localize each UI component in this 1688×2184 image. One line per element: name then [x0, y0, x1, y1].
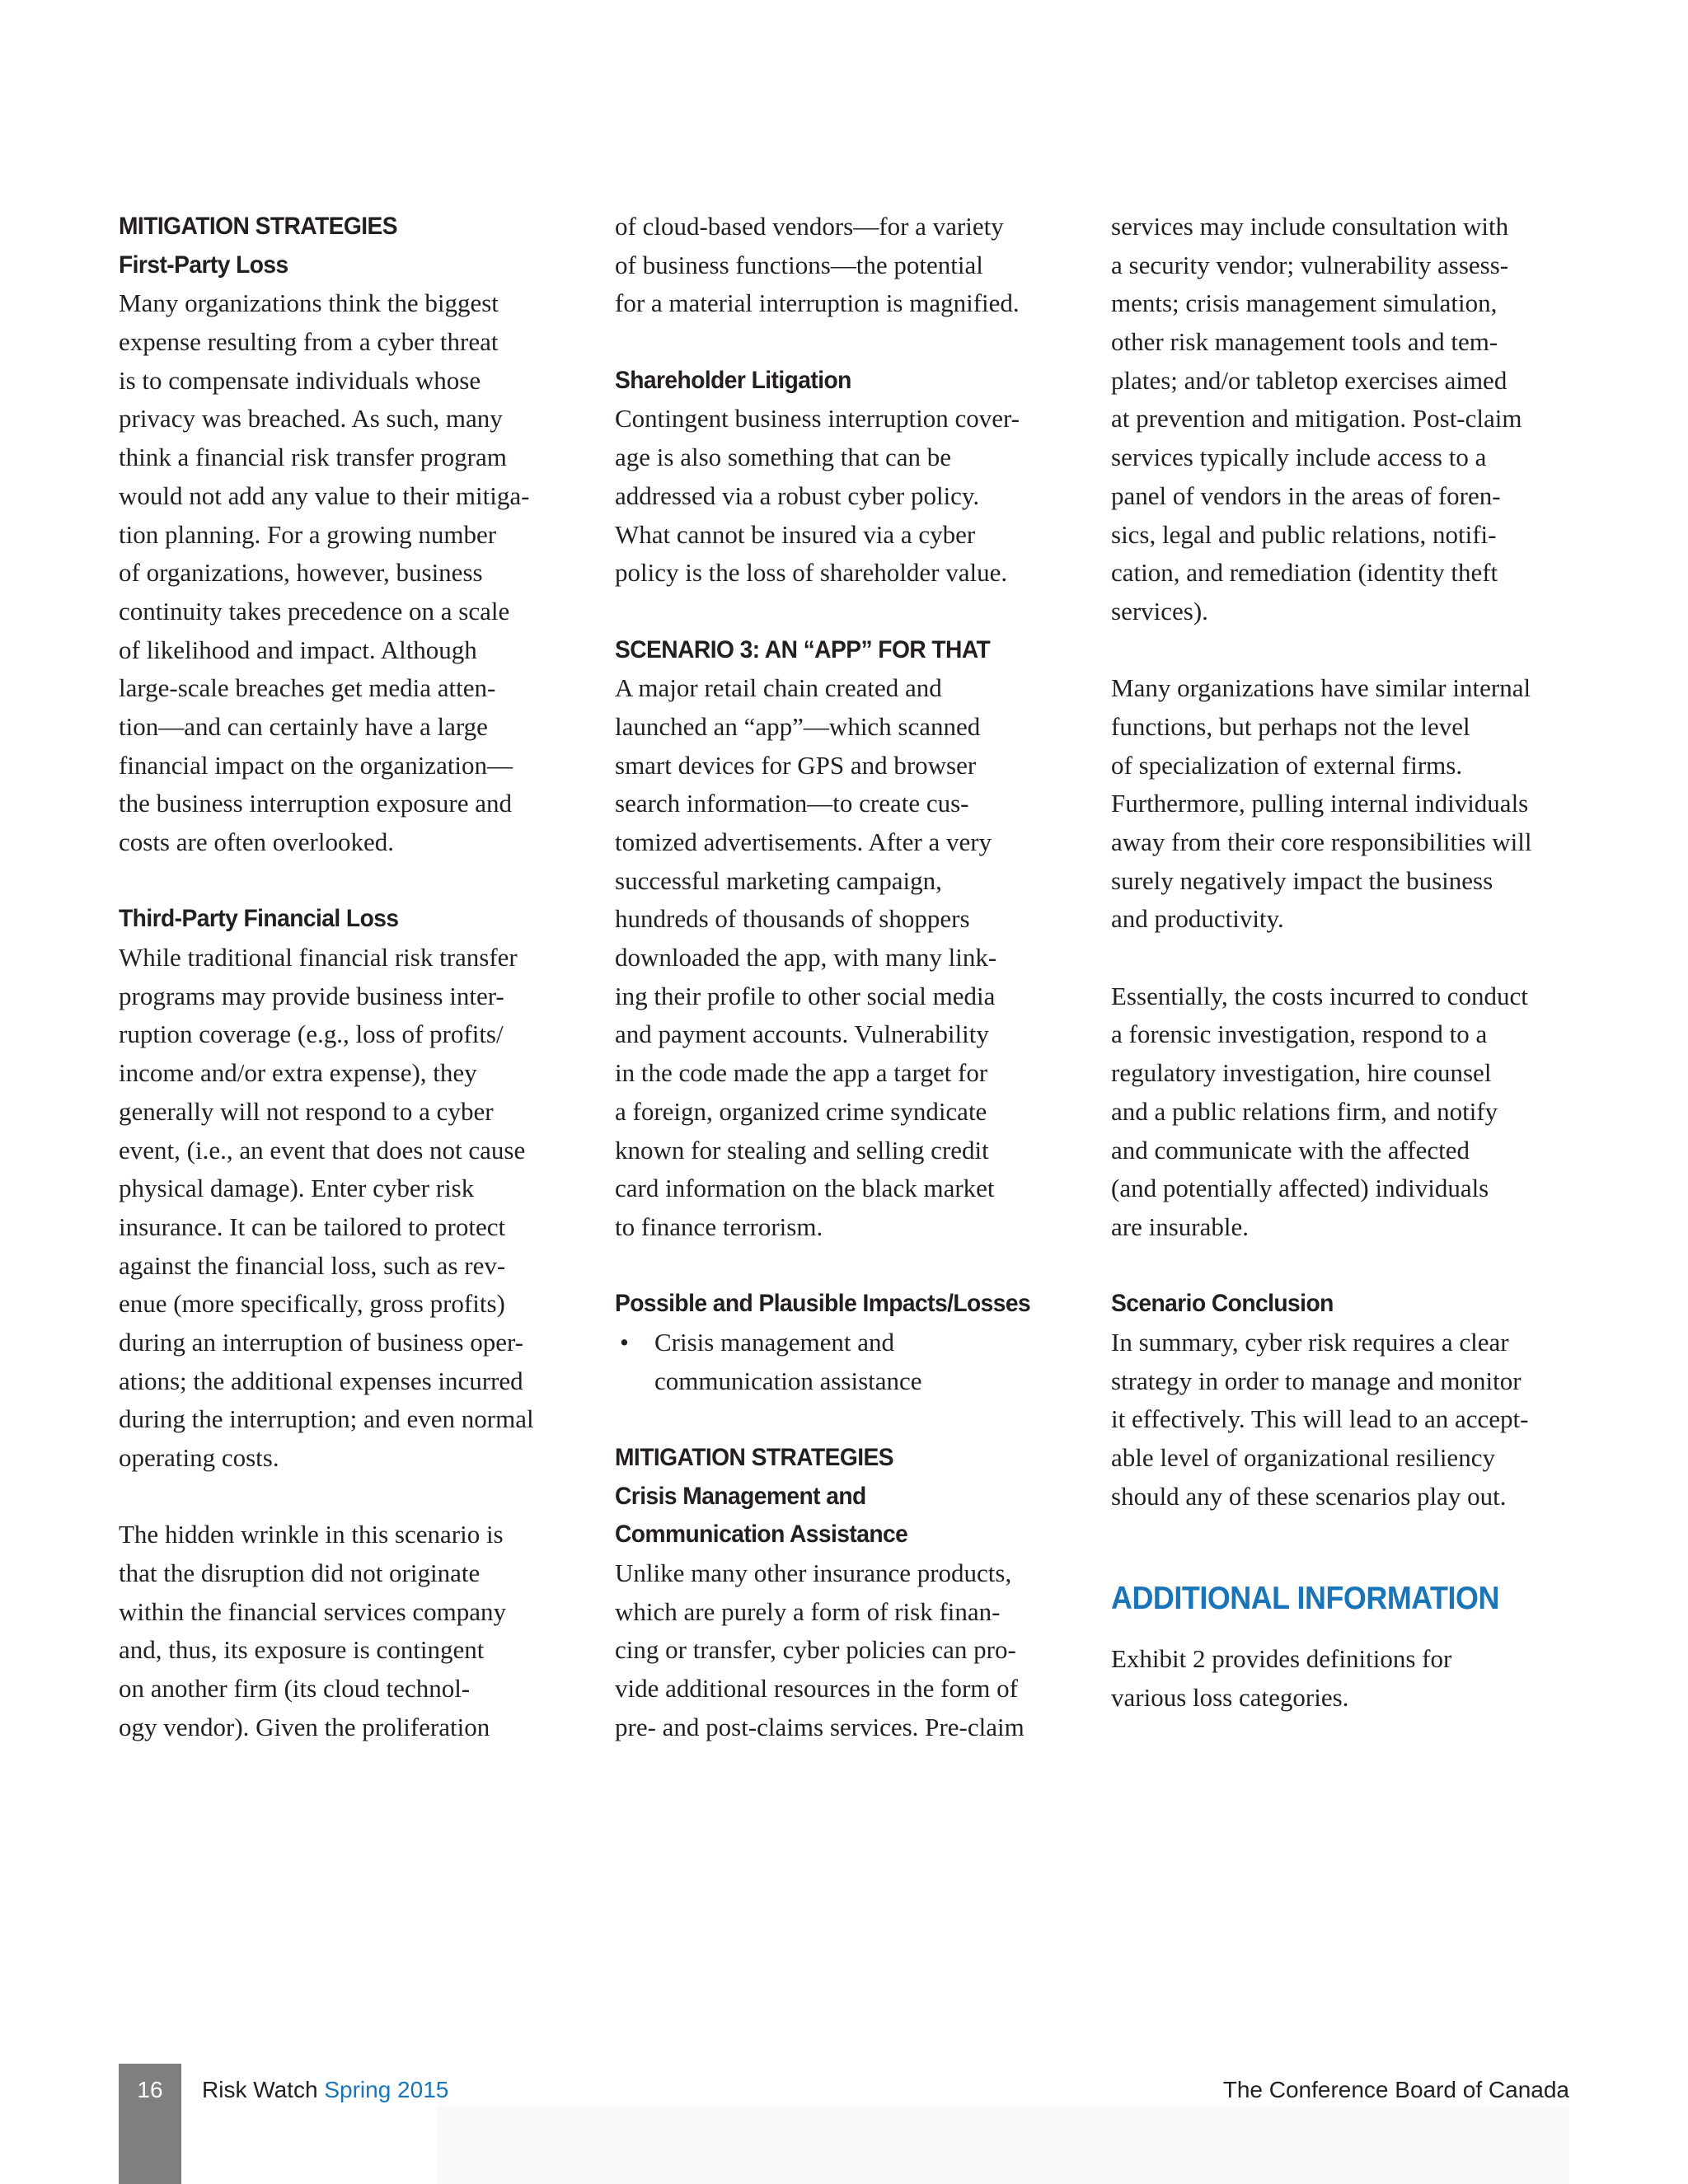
- text-line: services).: [1111, 596, 1208, 626]
- text-line: Many organizations have similar internal: [1111, 673, 1531, 703]
- text-line: and, thus, its exposure is contingent: [119, 1635, 485, 1665]
- text-line: ments; crisis management simulation,: [1111, 288, 1498, 318]
- text-line: addressed via a robust cyber policy.: [615, 480, 980, 510]
- text-line: regulatory investigation, hire counsel: [1111, 1058, 1492, 1088]
- text-line: which are purely a form of risk finan-: [615, 1596, 1001, 1626]
- organization-name: The Conference Board of Canada: [1222, 2077, 1569, 2102]
- text-line: Contingent business interruption cover-: [615, 404, 1020, 434]
- text-line: of business functions—the potential: [615, 250, 983, 279]
- text-line: tion planning. For a growing number: [119, 519, 497, 549]
- text-line: Many organizations think the biggest: [119, 288, 499, 318]
- subheading: Communication Assistance: [615, 1521, 908, 1549]
- text-line: known for stealing and selling credit: [615, 1135, 989, 1165]
- text-line: ing their profile to other social media: [615, 981, 996, 1010]
- text-line: expense resulting from a cyber threat: [119, 327, 499, 357]
- text-line: other risk management tools and tem-: [1111, 327, 1498, 357]
- text-line: are insurable.: [1111, 1212, 1249, 1241]
- paragraph: [119, 284, 580, 861]
- text-line: physical damage). Enter cyber risk: [119, 1174, 475, 1203]
- paragraph: [615, 208, 1076, 323]
- text-line: functions, but perhaps not the level: [1111, 711, 1470, 741]
- text-line: and payment accounts. Vulnerability: [615, 1019, 989, 1049]
- paragraph: [1111, 1640, 1589, 1717]
- subheading: Crisis Management and: [615, 1482, 866, 1510]
- text-line: at prevention and mitigation. Post-claim: [1111, 404, 1522, 434]
- paragraph: [119, 939, 580, 1478]
- text-line: the business interruption exposure and: [119, 789, 512, 818]
- text-line: in the code made the app a target for: [615, 1058, 988, 1088]
- paragraph: [1111, 669, 1589, 939]
- text-line: generally will not respond to a cyber: [119, 1096, 494, 1126]
- list-item-continuation: communication assistance: [654, 1366, 922, 1395]
- additional-information-heading: ADDITIONAL INFORMATION: [1111, 1581, 1499, 1617]
- text-line: ogy vendor). Given the proliferation: [119, 1712, 490, 1741]
- text-line: pre- and post-claims services. Pre-claim: [615, 1712, 1025, 1741]
- text-line: able level of organizational resiliency: [1111, 1443, 1495, 1472]
- text-line: enue (more specifically, gross profits): [119, 1289, 505, 1319]
- text-line: on another firm (its cloud technol-: [119, 1674, 471, 1704]
- text-line: card information on the black market: [615, 1174, 995, 1203]
- text-line: income and/or extra expense), they: [119, 1058, 477, 1088]
- paragraph: [1111, 977, 1589, 1247]
- text-line: and a public relations firm, and notify: [1111, 1096, 1498, 1126]
- text-line: sics, legal and public relations, notifi-: [1111, 519, 1497, 549]
- text-line: large-scale breaches get media atten-: [119, 673, 496, 703]
- page-number: 16: [137, 2077, 163, 2102]
- text-line: during an interruption of business oper-: [119, 1327, 523, 1357]
- text-line: is to compensate individuals whose: [119, 365, 481, 395]
- text-line: launched an “app”—which scanned: [615, 711, 981, 741]
- paragraph: [615, 1554, 1076, 1746]
- text-line: Exhibit 2 provides definitions for: [1111, 1644, 1452, 1674]
- text-line: think a financial risk transfer program: [119, 443, 507, 472]
- text-line: programs may provide business inter-: [119, 981, 504, 1010]
- list-item-text: Crisis management and: [654, 1327, 894, 1357]
- subheading: Third-Party Financial Loss: [119, 905, 399, 933]
- text-line: a security vendor; vulnerability assess-: [1111, 250, 1509, 279]
- text-line: for a material interruption is magnified.: [615, 288, 1020, 318]
- subheading: Shareholder Litigation: [615, 366, 851, 394]
- text-line: cation, and remediation (identity theft: [1111, 558, 1498, 588]
- column-2: [615, 208, 1076, 1747]
- text-line: The hidden wrinkle in this scenario is: [119, 1520, 504, 1549]
- text-line: ruption coverage (e.g., loss of profits/: [119, 1019, 504, 1049]
- publication-name: Risk Watch: [202, 2077, 318, 2102]
- text-line: it effectively. This will lead to an accept-: [1111, 1404, 1529, 1434]
- text-line: and productivity.: [1111, 904, 1284, 934]
- text-line: age is also something that can be: [615, 443, 952, 472]
- column-3: [1111, 208, 1589, 1717]
- text-line: of cloud-based vendors—for a variety: [615, 212, 1004, 241]
- text-line: a forensic investigation, respond to a: [1111, 1019, 1488, 1049]
- text-line: operating costs.: [119, 1443, 279, 1472]
- text-line: surely negatively impact the business: [1111, 865, 1493, 895]
- text-line: tomized advertisements. After a very: [615, 827, 992, 856]
- text-line: panel of vendors in the areas of foren-: [1111, 480, 1501, 510]
- text-line: privacy was breached. As such, many: [119, 404, 503, 434]
- text-line: to finance terrorism.: [615, 1212, 823, 1241]
- text-line: cing or transfer, cyber policies can pro-: [615, 1635, 1016, 1665]
- bullet-icon: •: [620, 1327, 629, 1357]
- text-line: insurance. It can be tailored to protect: [119, 1212, 506, 1241]
- text-line: hundreds of thousands of shoppers: [615, 904, 970, 934]
- paragraph: [615, 400, 1076, 592]
- text-line: and communicate with the affected: [1111, 1135, 1470, 1165]
- section-heading: MITIGATION STRATEGIES: [119, 213, 398, 240]
- text-line: various loss categories.: [1111, 1682, 1349, 1712]
- text-line: Essentially, the costs incurred to conduct: [1111, 981, 1528, 1010]
- text-line: financial impact on the organization—: [119, 750, 513, 780]
- text-line: of likelihood and impact. Although: [119, 635, 477, 664]
- text-line: away from their core responsibilities will: [1111, 827, 1532, 856]
- text-line: services may include consultation with: [1111, 212, 1509, 241]
- publication-issue: Spring 2015: [324, 2077, 449, 2102]
- text-line: strategy in order to manage and monitor: [1111, 1366, 1522, 1395]
- text-line: ations; the additional expenses incurred: [119, 1366, 523, 1395]
- text-line: event, (i.e., an event that does not cause: [119, 1135, 526, 1165]
- section-heading: SCENARIO 3: AN “APP” FOR THAT: [615, 635, 991, 663]
- text-line: What cannot be insured via a cyber: [615, 519, 976, 549]
- text-line: downloaded the app, with many link-: [615, 943, 997, 972]
- text-line: would not add any value to their mitiga-: [119, 480, 530, 510]
- text-line: services typically include access to a: [1111, 443, 1487, 472]
- text-line: costs are often overlooked.: [119, 827, 394, 856]
- text-line: plates; and/or tabletop exercises aimed: [1111, 365, 1507, 395]
- paragraph: [1111, 1324, 1589, 1516]
- text-line: successful marketing campaign,: [615, 865, 942, 895]
- column-1: [119, 208, 580, 1747]
- paragraph: [615, 669, 1076, 1246]
- footer-shade: [437, 2106, 1569, 2184]
- paragraph: [119, 1516, 580, 1746]
- text-line: smart devices for GPS and browser: [615, 750, 977, 780]
- text-line: continuity takes precedence on a scale: [119, 596, 510, 626]
- text-line: Unlike many other insurance products,: [615, 1558, 1012, 1588]
- text-line: tion—and can certainly have a large: [119, 711, 488, 741]
- text-line: a foreign, organized crime syndicate: [615, 1096, 987, 1126]
- text-line: vide additional resources in the form of: [615, 1674, 1018, 1704]
- bullet-list: [615, 1324, 1076, 1400]
- publication-title: [202, 2077, 448, 2103]
- text-line: search information—to create cus-: [615, 789, 969, 818]
- paragraph: [1111, 208, 1589, 631]
- text-line: Furthermore, pulling internal individuals: [1111, 789, 1529, 818]
- section-heading: MITIGATION STRATEGIES: [615, 1444, 894, 1471]
- subheading: Possible and Plausible Impacts/Losses: [615, 1290, 1031, 1318]
- list-item: [615, 1324, 1076, 1362]
- text-line: against the financial loss, such as rev-: [119, 1250, 506, 1280]
- text-line: A major retail chain created and: [615, 673, 942, 703]
- text-line: within the financial services company: [119, 1596, 507, 1626]
- text-line: While traditional financial risk transfer: [119, 943, 518, 972]
- text-line: during the interruption; and even normal: [119, 1404, 534, 1434]
- subheading: First-Party Loss: [119, 251, 288, 279]
- text-line: (and potentially affected) individuals: [1111, 1174, 1489, 1203]
- text-line: that the disruption did not originate: [119, 1558, 481, 1588]
- text-line: policy is the loss of shareholder value.: [615, 558, 1008, 588]
- subheading: Scenario Conclusion: [1111, 1290, 1334, 1318]
- text-line: should any of these scenarios play out.: [1111, 1481, 1507, 1511]
- text-line: of organizations, however, business: [119, 558, 483, 588]
- text-line: of specialization of external firms.: [1111, 750, 1463, 780]
- text-line: In summary, cyber risk requires a clear: [1111, 1327, 1509, 1357]
